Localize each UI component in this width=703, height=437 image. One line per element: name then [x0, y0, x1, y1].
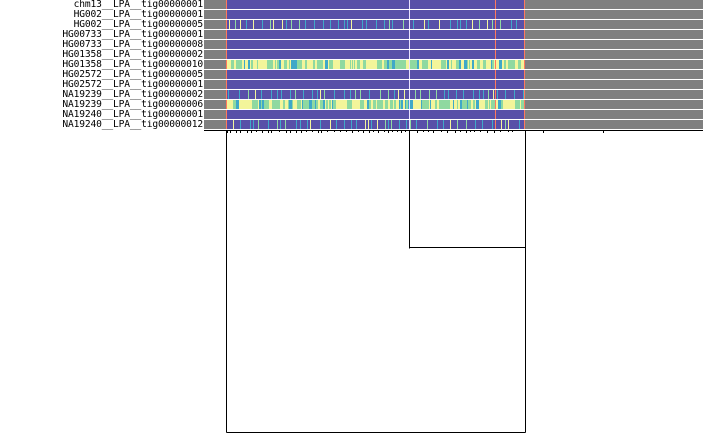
- row-label: HG00733__LPA__tig00000001: [62, 30, 203, 40]
- row-label: HG01358__LPA__tig00000010: [62, 60, 203, 70]
- row-label: HG002__LPA__tig00000001: [73, 10, 203, 20]
- row-label: NA19240__LPA__tig00000001: [62, 110, 203, 120]
- row-label: NA19239__LPA__tig00000006: [62, 100, 203, 110]
- row-label: HG02572__LPA__tig00000001: [62, 80, 203, 90]
- row-label: NA19239__LPA__tig00000002: [62, 90, 203, 100]
- row-label: NA19240__LPA__tig00000012: [62, 120, 203, 130]
- row-label: HG002__LPA__tig00000005: [73, 20, 203, 30]
- row-label: HG02572__LPA__tig00000005: [62, 70, 203, 80]
- row-label: HG00733__LPA__tig00000008: [62, 40, 203, 50]
- row-label: HG01358__LPA__tig00000002: [62, 50, 203, 60]
- row-label: chm13__LPA__tig00000001: [73, 0, 203, 10]
